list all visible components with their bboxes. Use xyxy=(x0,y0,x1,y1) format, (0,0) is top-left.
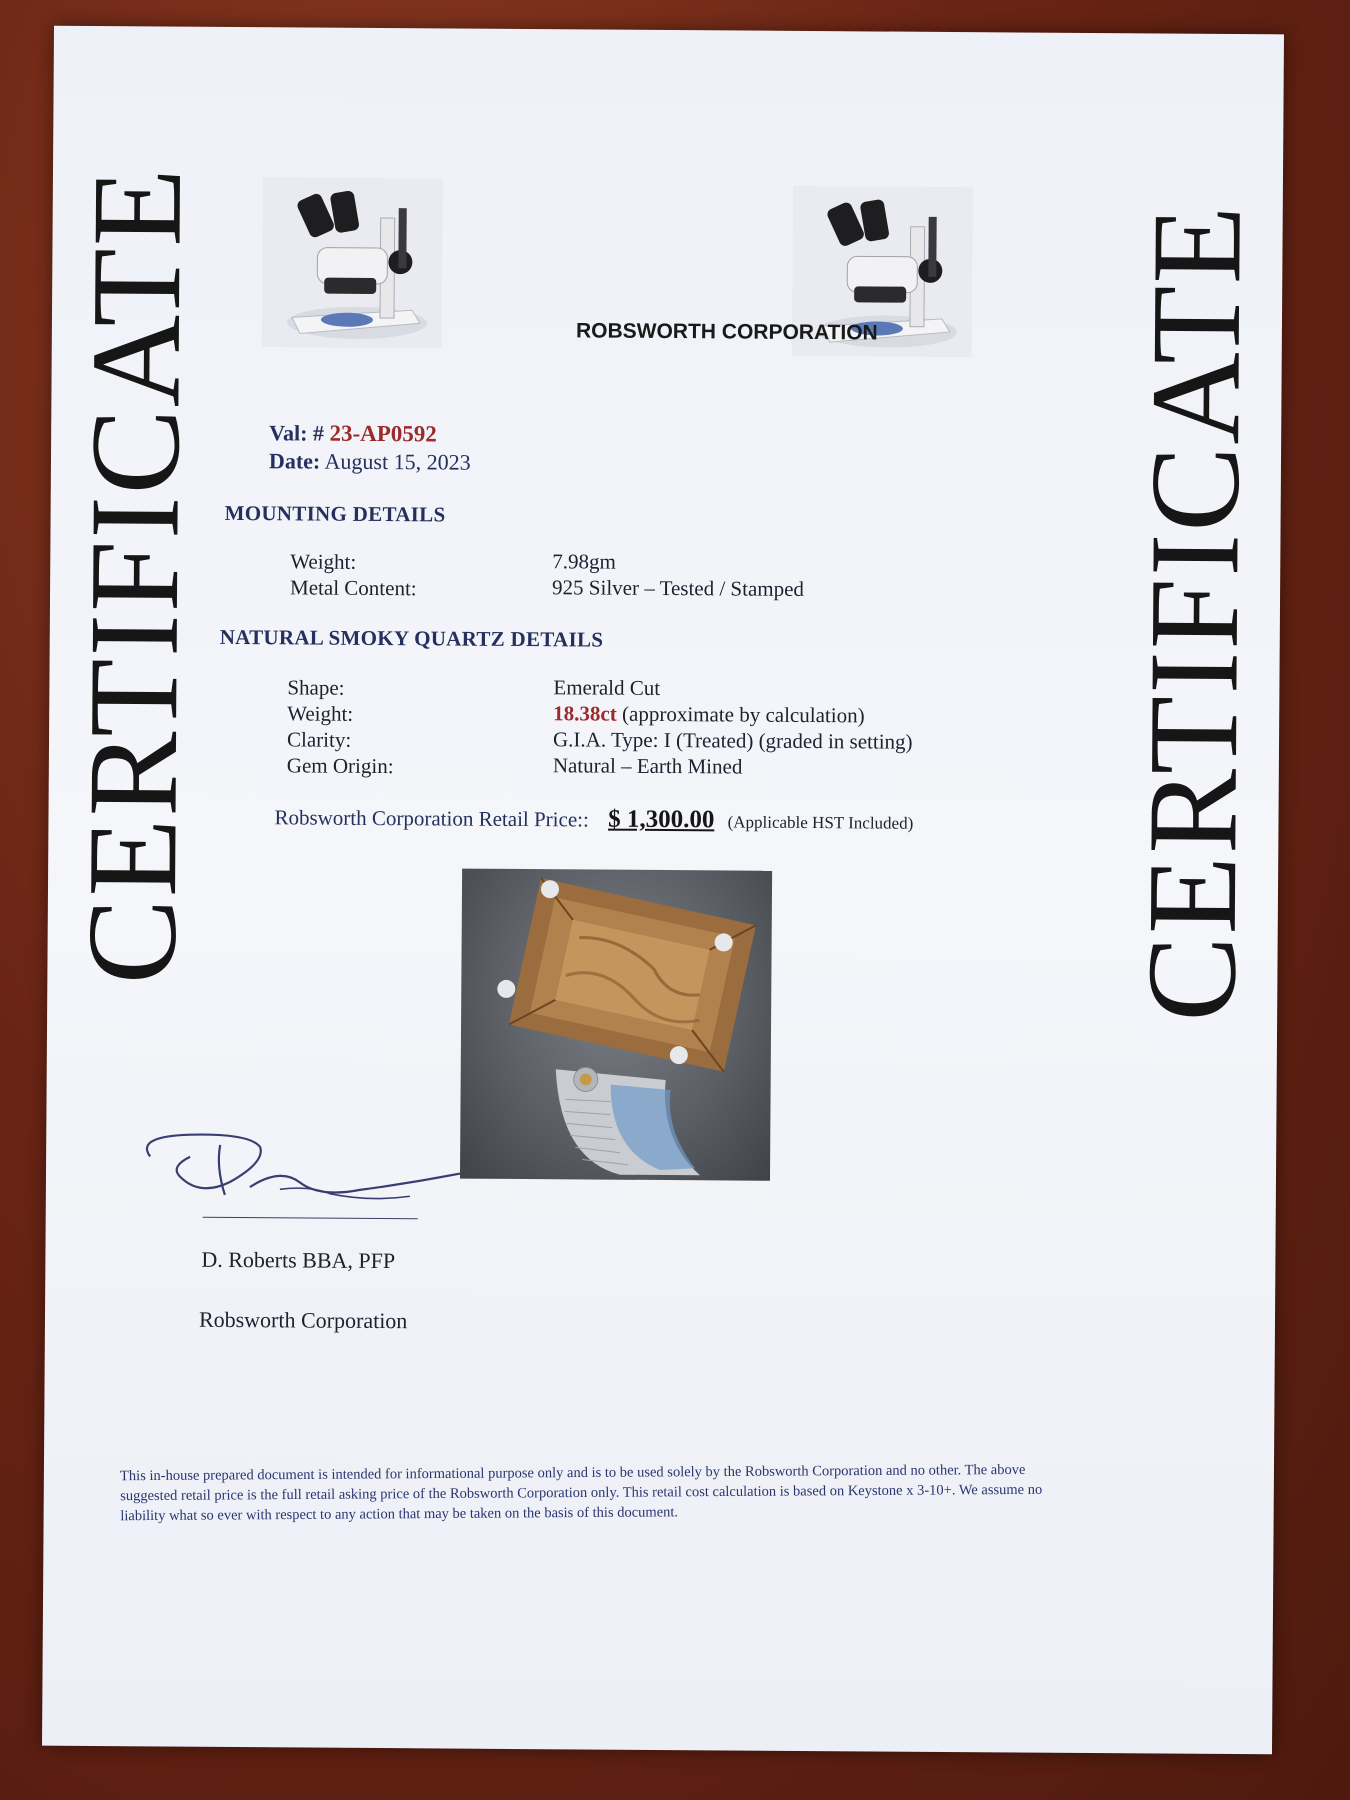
shape-label: Shape: xyxy=(287,675,345,700)
val-line xyxy=(269,419,471,448)
corporation-title: ROBSWORTH CORPORATION xyxy=(575,319,878,345)
certificate-banner-left: CERTIFICATE xyxy=(60,165,209,985)
mounting-weight-value: 7.98gm xyxy=(552,549,616,574)
certificate-meta xyxy=(269,419,471,476)
val-number: 23-AP0592 xyxy=(329,420,437,447)
disclaimer-text: This in-house prepared document is intended for informational purpose only and is to be used solely by the Robsworth Corporation and no other. The above suggested retail price is the full retail asking price of the Robsworth Corporation only. This retail cost calculation is based on Keystone x 3-10+. We assume no liability what so ever with respect to any action that may be taken on the basis of this document. xyxy=(119,1461,1043,1525)
metal-content-value: 925 Silver – Tested / Stamped xyxy=(552,575,805,601)
val-label: Val: # xyxy=(269,420,325,446)
signature-mark xyxy=(130,1126,491,1239)
certificate-paper xyxy=(42,26,1284,1755)
retail-price-line xyxy=(274,803,913,835)
retail-price-label: Robsworth Corporation Retail Price:: xyxy=(274,805,589,832)
date-label: Date: xyxy=(268,448,321,474)
gem-weight-line xyxy=(553,701,865,728)
clarity-label: Clarity: xyxy=(286,727,352,752)
gem-origin-label: Gem Origin: xyxy=(286,753,394,779)
gem-weight-note: (approximate by calculation) xyxy=(621,701,865,728)
certificate-banner-right: CERTIFICATE xyxy=(1120,203,1268,1023)
gem-weight-label: Weight: xyxy=(287,701,354,726)
retail-price-note: (Applicable HST Included) xyxy=(727,812,914,833)
retail-price-amount: $ 1,300.00 xyxy=(608,805,715,834)
quartz-heading: NATURAL SMOKY QUARTZ DETAILS xyxy=(219,624,604,652)
ring-photo xyxy=(460,869,772,1181)
date-line xyxy=(269,447,471,476)
mounting-heading: MOUNTING DETAILS xyxy=(224,500,446,527)
date-value: August 15, 2023 xyxy=(324,448,471,475)
clarity-value: G.I.A. Type: I (Treated) (graded in setting) xyxy=(552,727,913,754)
metal-content-label: Metal Content: xyxy=(290,575,417,601)
gem-weight-value: 18.38ct xyxy=(553,701,617,726)
signer-company: Robsworth Corporation xyxy=(198,1306,408,1334)
signer-name: D. Roberts BBA, PFP xyxy=(201,1246,396,1274)
ring-illustration xyxy=(460,869,772,1181)
gem-origin-value: Natural – Earth Mined xyxy=(552,753,743,779)
shape-value: Emerald Cut xyxy=(553,675,661,700)
mounting-weight-label: Weight: xyxy=(290,549,357,574)
